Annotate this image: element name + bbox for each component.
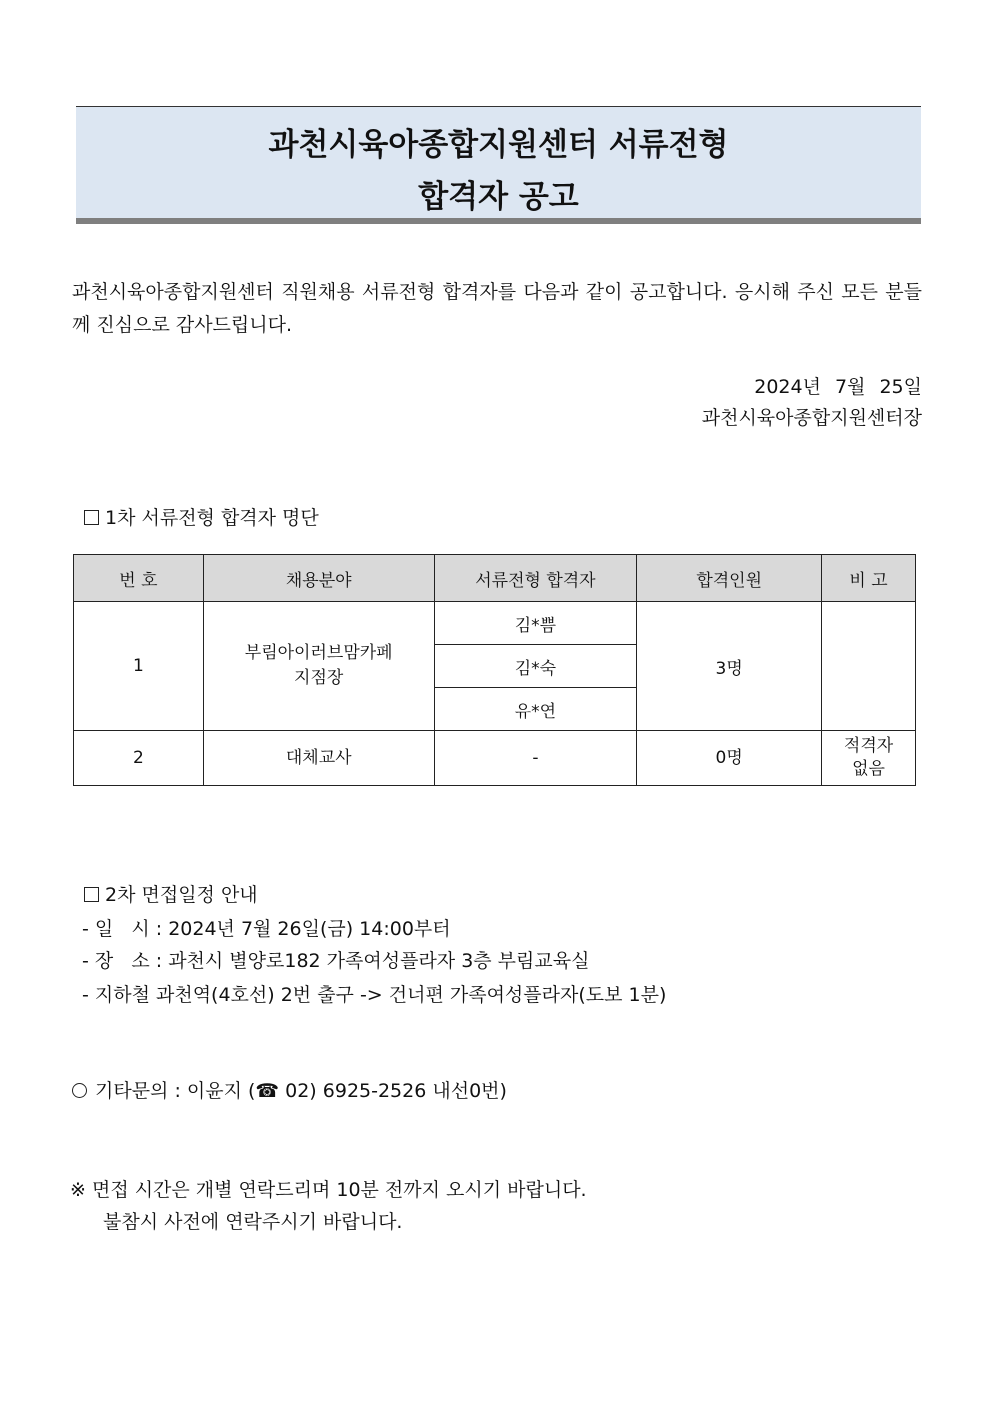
page-title-line2: 합격자 공고: [418, 179, 579, 215]
result-table: [73, 554, 916, 786]
row1-passer-1: 김*쁨: [434, 602, 637, 645]
row2-note: [822, 731, 916, 786]
phone-icon: ☎: [255, 1080, 280, 1102]
header-note: 비 고: [822, 555, 916, 602]
table-row: [74, 731, 916, 786]
row1-field-line2: 지점장: [294, 668, 344, 688]
announcement-date: 2024년 7월 25일: [754, 376, 922, 398]
interview-location: - 장 소 : 과천시 별양로182 가족여성플라자 3층 부림교육실: [82, 950, 590, 972]
table-row: [74, 602, 916, 645]
row1-no: 1: [74, 602, 204, 731]
interview-datetime: - 일 시 : 2024년 7월 26일(금) 14:00부터: [82, 918, 451, 940]
notice-line2: 불참시 사전에 연락주시기 바랍니다.: [103, 1211, 403, 1233]
section2-title: 2차 면접일정 안내: [105, 884, 258, 906]
header-field: 채용분야: [203, 555, 434, 602]
row2-note-line2: 없음: [852, 759, 885, 779]
row2-passer: -: [434, 731, 637, 786]
header-passers: 서류전형 합격자: [434, 555, 637, 602]
header-no: 번 호: [74, 555, 204, 602]
row1-note: [822, 602, 916, 731]
intro-paragraph: 과천시육아종합지원센터 직원채용 서류전형 합격자를 다음과 같이 공고합니다. 응시해 주신 모든 분들께 진심으로 감사드립니다.: [72, 281, 922, 336]
contact-number: 02) 6925-2526 내선0번): [279, 1080, 507, 1102]
row2-field: 대체교사: [203, 731, 434, 786]
interview-directions: - 지하철 과천역(4호선) 2번 출구 -> 건너편 가족여성플라자(도보 1분): [82, 984, 667, 1006]
notice-line1: ※ 면접 시간은 개별 연락드리며 10분 전까지 오시기 바랍니다.: [70, 1179, 587, 1201]
row1-passer-3: 유*연: [434, 688, 637, 731]
contact-label: 기타문의 : 이윤지 (: [95, 1080, 256, 1102]
section1-title: 1차 서류전형 합격자 명단: [105, 507, 319, 529]
section1-heading: [84, 503, 319, 530]
table-header-row: [74, 555, 916, 602]
title-banner: [76, 106, 921, 224]
checkbox-square-icon: [84, 510, 99, 525]
row2-no: 2: [74, 731, 204, 786]
page-title-line1: 과천시육아종합지원센터 서류전형: [268, 127, 729, 163]
contact-info: [72, 1076, 507, 1103]
header-count: 합격인원: [637, 555, 822, 602]
checkbox-square-icon: [84, 887, 99, 902]
row1-count: 3명: [637, 602, 822, 731]
row1-passer-2: 김*숙: [434, 645, 637, 688]
row2-note-line1: 적격자: [843, 736, 894, 756]
circle-bullet-icon: [72, 1083, 87, 1098]
row2-count: 0명: [637, 731, 822, 786]
title-bottom-bar: [76, 218, 921, 224]
section2-heading: [84, 880, 258, 907]
row1-field-line1: 부림아이러브맘카페: [244, 643, 393, 663]
issuer-name: 과천시육아종합지원센터장: [701, 407, 922, 429]
row1-field: [203, 602, 434, 731]
